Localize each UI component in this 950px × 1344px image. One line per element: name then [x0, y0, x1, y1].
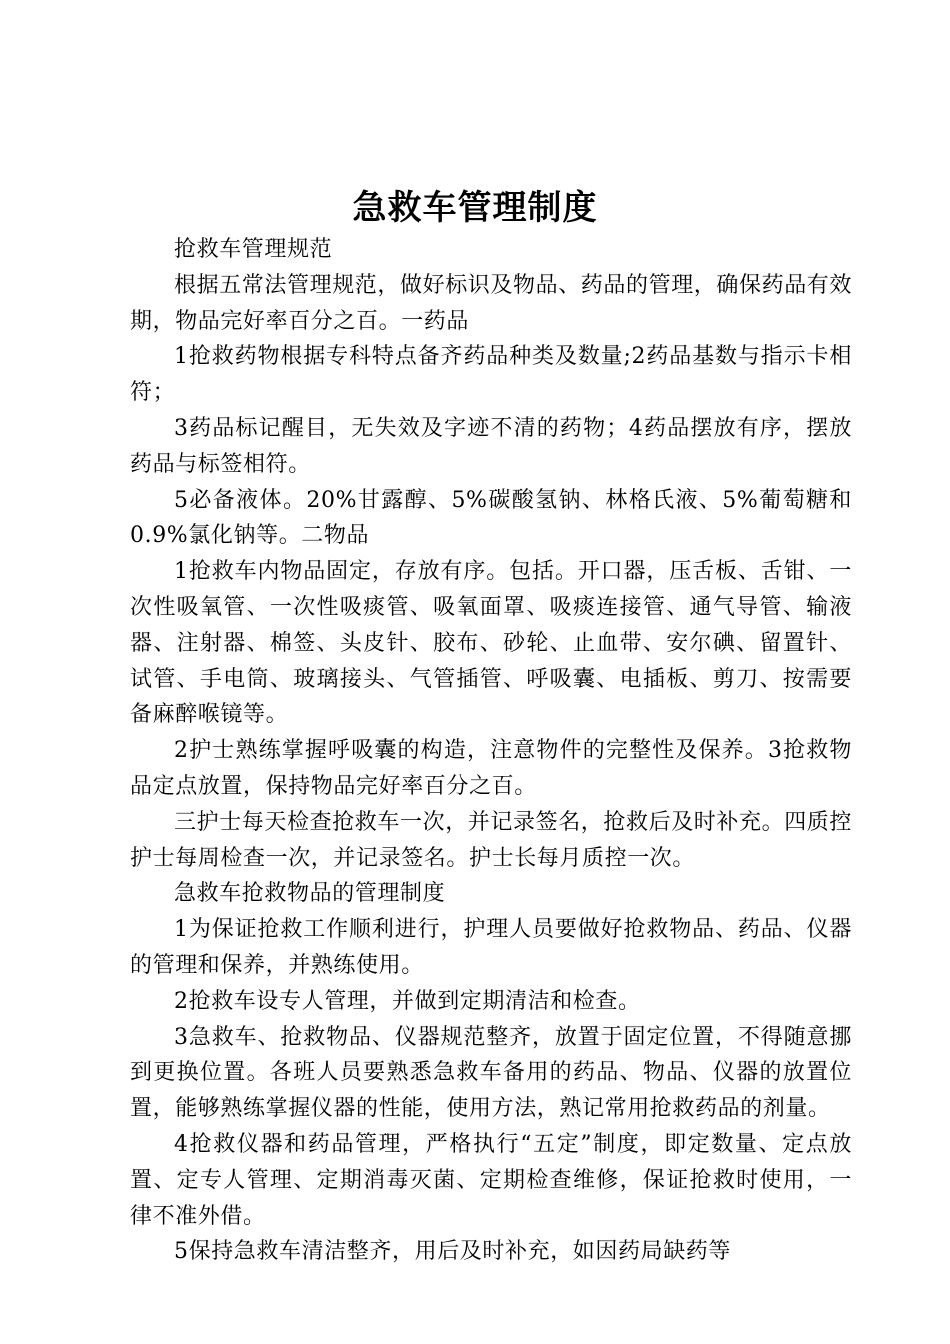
paragraph: 3急救车、抢救物品、仪器规范整齐，放置于固定位置，不得随意挪到更换位置。各班人员要熟悉急救车备用的药品、物品、仪器的放置位置，能够熟练掌握仪器的性能，使用方法，熟记常用抢救药品的剂量。: [130, 1024, 852, 1122]
paragraph: 三护士每天检查抢救车一次，并记录签名，抢救后及时补充。四质控护士每周检查一次，并记录签名。护士长每月质控一次。: [130, 809, 853, 871]
document-body: [130, 232, 852, 1270]
paragraph: 1抢救车内物品固定，存放有序。包括。开口器，压舌板、舌钳、一次性吸氧管、一次性吸痰管、吸氧面罩、吸痰连接管、通气导管、输液器、注射器、棉签、头皮针、胶布、砂轮、止血带、安尔碘、留置针、试管、手电筒、玻璃接头、气管插管、呼吸囊、电插板、剪刀、按需要备麻醉喉镜等。: [130, 559, 852, 728]
paragraph: 2抢救车设专人管理，并做到定期清洁和检查。: [174, 988, 641, 1014]
paragraph-heading-standard: 抢救车管理规范: [174, 237, 333, 262]
paragraph-heading-rules: 急救车抢救物品的管理制度: [174, 881, 446, 907]
paragraph: 根据五常法管理规范，做好标识及物品、药品的管理，确保药品有效期，物品完好率百分之百。一药品: [130, 272, 853, 334]
paragraph: 1为保证抢救工作顺利进行，护理人员要做好抢救物品、药品、仪器的管理和保养，并熟练使用。: [130, 917, 852, 978]
document-title: 急救车管理制度: [352, 188, 598, 228]
paragraph: 1抢救药物根据专科特点备齐药品种类及数量;2药品基数与指示卡相符；: [130, 344, 852, 406]
paragraph: 5必备液体。20%甘露醇、5%碳酸氢钠、林格氏液、5%葡萄糖和0.9%氯化钠等。二物品: [130, 487, 852, 549]
paragraph: 2护士熟练掌握呼吸囊的构造，注意物件的完整性及保养。3抢救物品定点放置，保持物品完好率百分之百。: [130, 738, 852, 799]
paragraph: 4抢救仪器和药品管理，严格执行“五定”制度，即定数量、定点放置、定专人管理、定期消毒灭菌、定期检查维修，保证抢救时使用，一律不准外借。: [130, 1131, 852, 1229]
paragraph: 3药品标记醒目，无失效及字迹不清的药物；4药品摆放有序，摆放药品与标签相符。: [130, 415, 852, 477]
paragraph: 5保持急救车清洁整齐，用后及时补充，如因药局缺药等: [174, 1239, 731, 1265]
